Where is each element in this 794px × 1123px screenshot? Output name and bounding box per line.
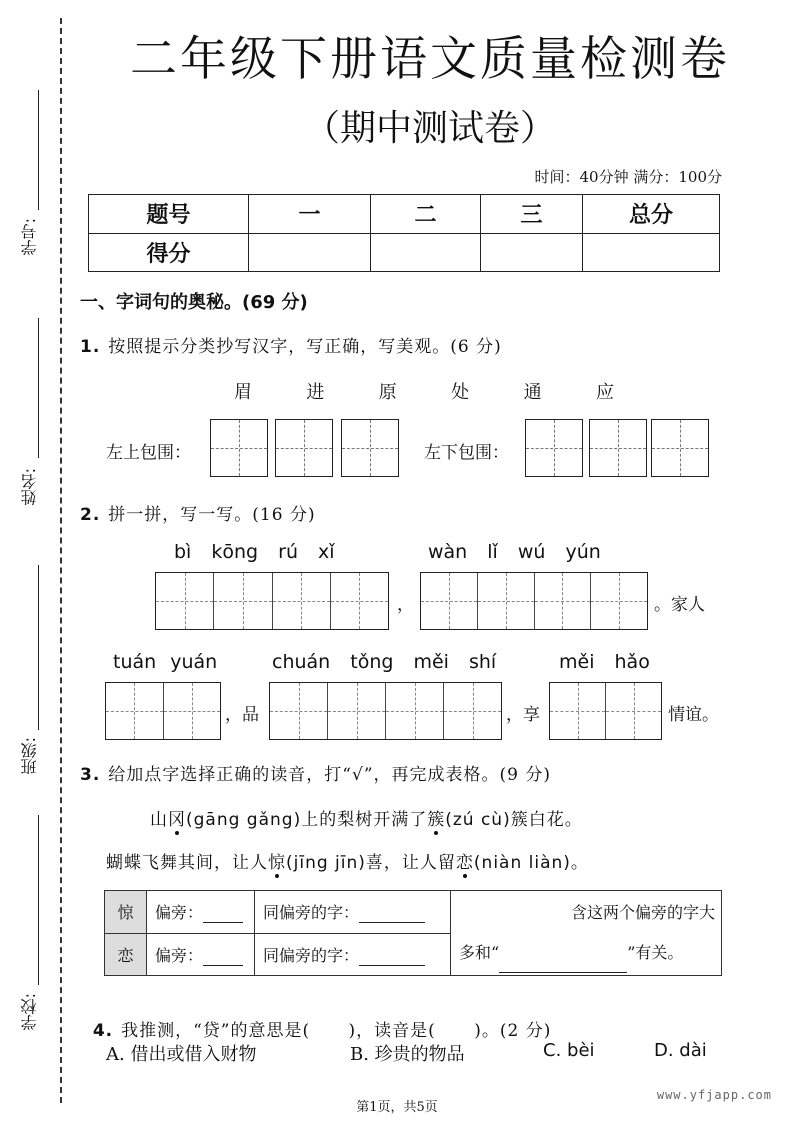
q2-comma: ， bbox=[397, 595, 414, 615]
q1-left-label: 左上包围： bbox=[106, 443, 191, 463]
question-3 bbox=[80, 760, 551, 785]
dotted-char-jing: 惊 bbox=[268, 853, 286, 873]
dotted-char-gang: 冈 bbox=[168, 810, 186, 830]
score-input-part3[interactable] bbox=[481, 233, 583, 272]
score-input-total[interactable] bbox=[583, 233, 720, 272]
q1-character-list bbox=[234, 378, 614, 404]
school-line bbox=[38, 815, 39, 985]
q3-s1-part: 山 bbox=[150, 810, 168, 830]
radical-note-cell bbox=[451, 891, 722, 976]
student-number-label: 学号: bbox=[20, 218, 39, 256]
pinyin-chuan-tong-mei-shi: chuán tǒng měi shí bbox=[272, 651, 497, 673]
q1-char: 应 bbox=[595, 382, 614, 403]
writing-grid-2[interactable] bbox=[549, 682, 662, 740]
q2-text-pin: ，品 bbox=[225, 705, 259, 725]
radical-char-jing: 惊 bbox=[105, 891, 147, 934]
question-1 bbox=[80, 332, 502, 357]
radical-label: 偏旁： bbox=[155, 903, 204, 923]
pinyin-bi-kong-ru-xi: bì kōng rú xǐ bbox=[174, 541, 335, 563]
pinyin-mei-hao: měi hǎo bbox=[559, 651, 650, 673]
q1-char: 原 bbox=[378, 382, 397, 403]
score-cell-part3: 三 bbox=[481, 195, 583, 234]
writing-box[interactable] bbox=[525, 419, 583, 477]
student-name-line bbox=[38, 318, 39, 458]
same-radical-cell bbox=[255, 933, 451, 976]
student-name-field[interactable] bbox=[14, 318, 54, 518]
score-cell-part2: 二 bbox=[371, 195, 481, 234]
writing-box[interactable] bbox=[589, 419, 647, 477]
school-label: 学校: bbox=[20, 993, 39, 1031]
question-4 bbox=[80, 996, 551, 1041]
score-input-part1[interactable] bbox=[249, 233, 371, 272]
radical-cell bbox=[147, 891, 255, 934]
school-field[interactable] bbox=[14, 815, 54, 1045]
meaning-blank[interactable] bbox=[499, 957, 627, 973]
score-input-part2[interactable] bbox=[371, 233, 481, 272]
question-2-number: 2. bbox=[80, 505, 101, 525]
option-a[interactable]: A. 借出或借入财物 bbox=[106, 1044, 257, 1065]
option-d[interactable]: D. dài bbox=[654, 1040, 707, 1061]
same-radical-cell bbox=[255, 891, 451, 934]
radical-note-part: 多和“ bbox=[459, 943, 500, 962]
q1-char: 处 bbox=[451, 382, 470, 403]
q3-sentence-1 bbox=[150, 805, 583, 830]
student-name-label: 姓名: bbox=[20, 468, 39, 506]
student-number-field[interactable] bbox=[14, 90, 54, 270]
same-radical-blank[interactable] bbox=[359, 907, 425, 923]
writing-box[interactable] bbox=[341, 419, 399, 477]
q3-s2-part: (niàn liàn)。 bbox=[473, 853, 589, 873]
q1-right-label: 左下包围： bbox=[424, 443, 509, 463]
class-label: 班级: bbox=[20, 737, 39, 775]
score-table-score-row bbox=[89, 233, 720, 272]
question-2-text: 拼一拼，写一写。(16 分) bbox=[108, 505, 316, 525]
question-3-text: 给加点字选择正确的读音，打“√”，再完成表格。(9 分) bbox=[108, 765, 551, 785]
exam-subtitle: （期中测试卷） bbox=[303, 108, 556, 149]
same-radical-label: 同偏旁的字： bbox=[263, 903, 360, 923]
writing-box[interactable] bbox=[651, 419, 709, 477]
q1-char: 进 bbox=[306, 382, 325, 403]
same-radical-label: 同偏旁的字： bbox=[263, 945, 360, 965]
question-2 bbox=[80, 500, 316, 525]
q3-sentence-2 bbox=[106, 848, 589, 873]
writing-grid-4[interactable] bbox=[155, 572, 389, 630]
question-1-text: 按照提示分类抄写汉字，写正确，写美观。(6 分) bbox=[108, 337, 502, 357]
pinyin-tuan-yuan: tuán yuán bbox=[113, 651, 218, 673]
radical-note-line1: 含这两个偏旁的字大 bbox=[570, 903, 715, 922]
writing-box[interactable] bbox=[210, 419, 268, 477]
dotted-char-lian: 恋 bbox=[455, 853, 474, 873]
writing-grid-4[interactable] bbox=[269, 682, 502, 740]
writing-grid-4[interactable] bbox=[420, 572, 648, 630]
dotted-char-cu: 簇 bbox=[427, 810, 446, 830]
section-1-title: 一、字词句的奥秘。(69 分) bbox=[80, 292, 308, 313]
page-footer: 第1页，共5页 bbox=[356, 1100, 438, 1115]
option-b[interactable]: B. 珍贵的物品 bbox=[350, 1044, 465, 1065]
score-table bbox=[88, 194, 720, 272]
score-cell-label: 题号 bbox=[89, 195, 249, 234]
q1-char: 通 bbox=[523, 382, 542, 403]
q1-char: 眉 bbox=[234, 382, 252, 403]
exam-title: 二年级下册语文质量检测卷 bbox=[130, 32, 730, 87]
same-radical-blank[interactable] bbox=[359, 950, 425, 966]
score-table-header-row bbox=[89, 195, 720, 234]
class-field[interactable] bbox=[14, 565, 54, 785]
q3-s1-part: (zú cù)簇白花。 bbox=[445, 810, 583, 830]
q2-text-qingyi: 情谊。 bbox=[668, 705, 719, 725]
q2-text-jiaren: 。家人 bbox=[654, 595, 705, 615]
question-3-number: 3. bbox=[80, 765, 101, 785]
q2-text-xiang: ，享 bbox=[506, 705, 540, 725]
radical-row-jing bbox=[105, 891, 722, 934]
pinyin-wan-li-wu-yun: wàn lǐ wú yún bbox=[428, 541, 601, 563]
class-line bbox=[38, 565, 39, 730]
radical-cell bbox=[147, 933, 255, 976]
time-info: 时间：40分钟 满分：100分 bbox=[534, 168, 722, 186]
question-4-text: 我推测，“贷”的意思是( )，读音是( )。(2 分) bbox=[121, 1021, 552, 1041]
radical-label: 偏旁： bbox=[155, 945, 204, 965]
score-row-label: 得分 bbox=[89, 233, 249, 272]
radical-blank[interactable] bbox=[203, 907, 243, 923]
radical-char-lian: 恋 bbox=[105, 933, 147, 976]
option-c[interactable]: C. bèi bbox=[543, 1040, 595, 1061]
radical-note-line2 bbox=[459, 933, 715, 973]
radical-table bbox=[104, 890, 722, 976]
writing-box[interactable] bbox=[275, 419, 333, 477]
q3-s1-part: (gāng gǎng)上的梨树开满了 bbox=[186, 810, 428, 830]
binding-dashed-line bbox=[60, 18, 62, 1103]
q3-s2-part: (jīng jīn)喜，让人留 bbox=[286, 853, 456, 873]
question-4-number: 4. bbox=[92, 1021, 114, 1041]
writing-grid-2[interactable] bbox=[105, 682, 221, 740]
radical-note-part: ”有关。 bbox=[627, 943, 684, 962]
score-cell-total: 总分 bbox=[583, 195, 720, 234]
watermark: www.yfjapp.com bbox=[656, 1088, 772, 1102]
question-1-number: 1. bbox=[80, 337, 101, 357]
score-cell-part1: 一 bbox=[249, 195, 371, 234]
student-number-line bbox=[38, 90, 39, 210]
q3-s2-part: 蝴蝶飞舞其间，让人 bbox=[106, 853, 268, 873]
radical-blank[interactable] bbox=[203, 950, 243, 966]
